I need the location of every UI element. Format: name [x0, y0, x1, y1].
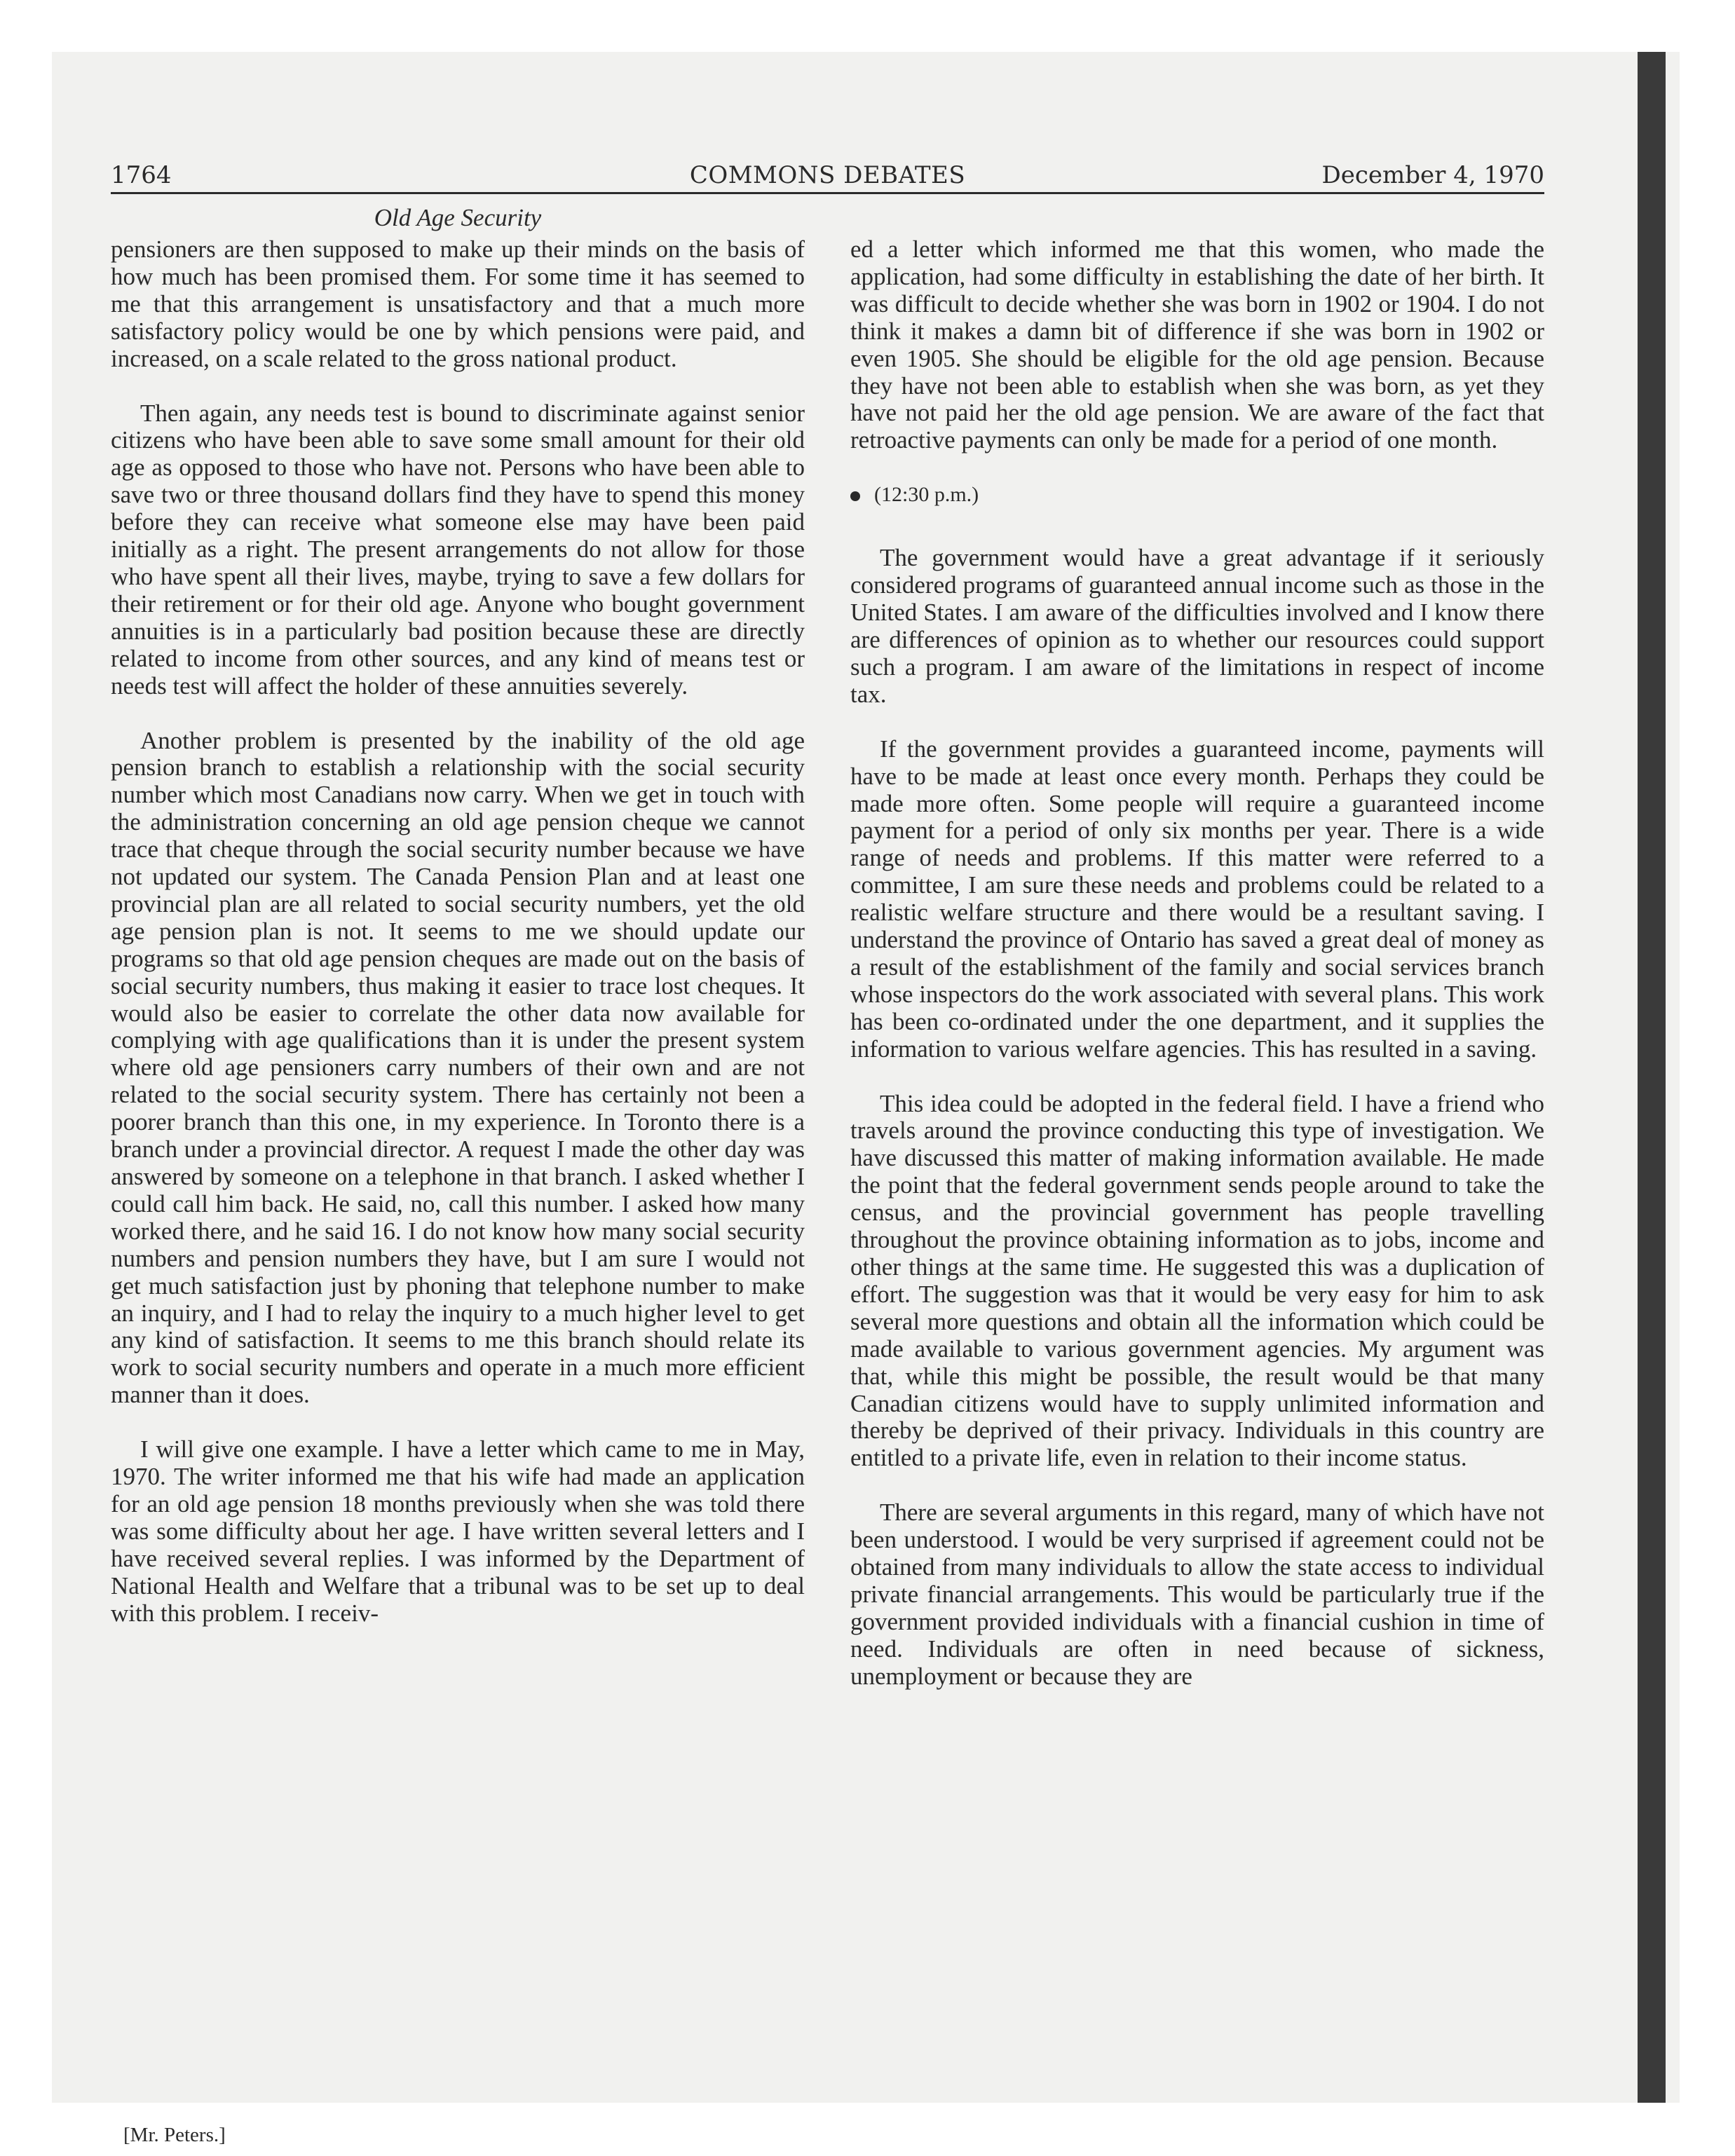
- paragraph: Another problem is presented by the inability of the old age pension branch to establish a relationship with the social security number which most Canadians now carry. When we get in touch with the administration concerning an old age pension cheque we cannot trace that cheque through the social security number because we have not updated our system. The Canada Pension Plan and at least one provincial plan are all related to social security numbers, yet the old age pension plan is not. It seems to me we should update our programs so that old age pension cheques are made out on the basis of social security numbers, thus making it easier to trace lost cheques. It would also be easier to correlate the other data now available for complying with age qualifications than it is under the present system where old age pensioners carry numbers of their own and are not related to the social security system. There has certainly not been a poorer branch than this one, in my experience. In Toronto there is a branch under a provincial director. A request I made the other day was answered by someone on a telephone in that branch. I asked whether I could call him back. He said, no, call this number. I asked how many worked there, and he said 16. I do not know how many social security numbers and pension numbers they have, but I am sure I would not get much satisfaction just by phoning that telephone number to make an inquiry, and I had to relay the inquiry to a much higher level to get any kind of satisfaction. It seems to me this branch should relate its work to social security numbers and operate in a much more efficient manner than it does.: [111, 726, 805, 1409]
- speaker-attribution: [Mr. Peters.]: [123, 2124, 226, 2146]
- page-date: December 4, 1970: [1321, 161, 1544, 189]
- paragraph: pensioners are then supposed to make up their minds on the basis of how much has been promised them. For some time it has seemed to me that this arrangement is unsatisfactory and that a much more satisfactory policy would be one by which pensions were paid, and increased, on a scale related to the gross national product.: [111, 236, 805, 372]
- left-column: [111, 203, 805, 1655]
- paragraph: Then again, any needs test is bound to discriminate against senior citizens who have been able to save some small amount for their old age as opposed to those who have not. Persons who have been able to save two or three thousand dollars find they have to spend this money before they can receive what someone else may have been paid initially as a right. The present arrangements do not allow for those who have spent all their lives, maybe, trying to save a few dollars for their retirement or for their old age. Anyone who bought government annuities is in a particularly bad position because these are directly related to income from other sources, and any kind of means test or needs test will affect the holder of these annuities severely.: [111, 399, 805, 700]
- bullet-icon: [850, 491, 860, 501]
- paragraph: If the government provides a guaranteed income, payments will have to be made at least once every month. Perhaps they could be made more often. Some people will require a guaranteed income payment for a period of only six months per year. There is a wide range of needs and problems. If this matter were referred to a committee, I am sure these needs and problems could be related to a realistic welfare structure and there would be a resultant saving. I understand the province of Ontario has saved a great deal of money as a result of the establishment of the family and social services branch whose inspectors do the work associated with several plans. This work has been co-ordinated under the one department, and it supplies the information to various welfare agencies. This has resulted in a saving.: [850, 735, 1544, 1063]
- paragraph: There are several arguments in this regard, many of which have not been understood. I would be very surprised if agreement could not be obtained from many individuals to allow the state access to individual private financial arrangements. This would be particularly true if the government provided individuals with a financial cushion in time of need. Individuals are often in need because of sickness, unemployment or because they are: [850, 1499, 1544, 1690]
- paragraph: I will give one example. I have a letter which came to me in May, 1970. The writer informed me that his wife had made an application for an old age pension 18 months previously when she was told there was some difficulty about her age. I have written several letters and I have received several replies. I was informed by the Department of National Health and Welfare that a tribunal was to be set up to deal with this problem. I receiv-: [111, 1435, 805, 1627]
- paragraph: The government would have a great advantage if it seriously considered programs of guaranteed annual income such as those in the United States. I am aware of the difficulties involved and I know there are differences of opinion as to whether our resources could support such a program. I am aware of the limitations in respect of income tax.: [850, 544, 1544, 708]
- right-column: [850, 236, 1544, 1718]
- section-heading: Old Age Security: [374, 204, 542, 231]
- journal-title: COMMONS DEBATES: [689, 161, 966, 189]
- paragraph: ed a letter which informed me that this women, who made the application, had some difficulty in establishing the date of her birth. It was difficult to decide whether she was born in 1902 or 1904. I do not think it makes a damn bit of difference if she was born in 1902 or even 1905. She should be eligible for the old age pension. Because they have not been able to establish when she was born, as yet they have not paid her the old age pension. We are aware of the fact that retroactive payments can only be made for a period of one month.: [850, 236, 1544, 454]
- time-stamp: [850, 482, 1544, 508]
- paragraph: This idea could be adopted in the federal field. I have a friend who travels around the province conducting this type of investigation. We have discussed this matter of making information available. He made the point that the federal government sends people around to take the census, and the provincial government has people travelling throughout the province obtaining information as to jobs, income and other things at the same time. He suggested this was a duplication of effort. The suggestion was that it would be very easy for him to ask several more questions and obtain all the information which could be made available to various government agencies. My argument was that, while this might be possible, the result would be that many Canadian citizens would have to supply unlimited information and thereby be deprived of their privacy. Individuals in this country are entitled to a private life, even in relation to their income status.: [850, 1089, 1544, 1472]
- page-number: 1764: [111, 161, 172, 189]
- time-stamp-text: (12:30 p.m.): [874, 483, 979, 507]
- running-head: [111, 156, 1544, 194]
- hansard-page: [111, 156, 1544, 2146]
- scan-edge-shadow: [1638, 52, 1666, 2103]
